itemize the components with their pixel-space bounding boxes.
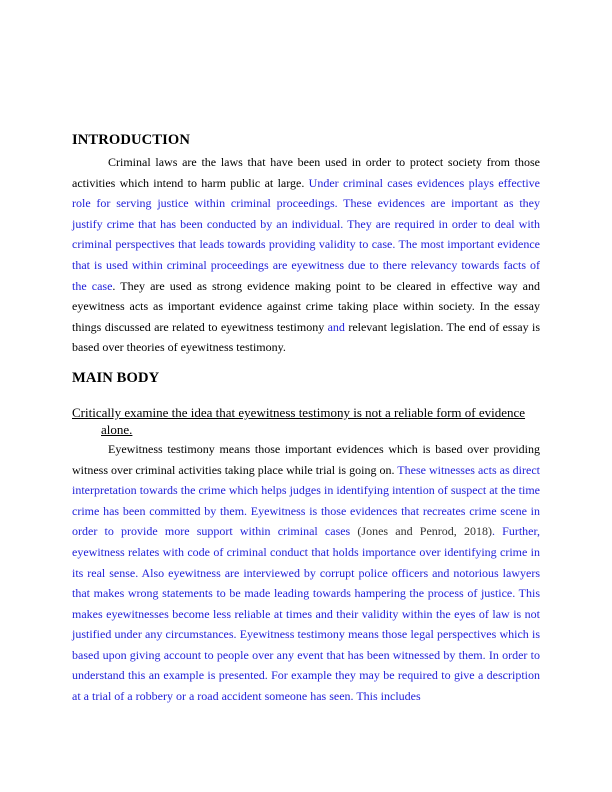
intro-text-segment: . They are used as strong evidence making point to be cleared in effective way and eyewitness acts as important evidence against crime taking place within society. In the essay things discussed are related to eyewitness testimony xyxy=(72,278,541,334)
citation: (Jones and Penrod, 2018) xyxy=(357,524,492,539)
intro-text-segment: Criminal laws are the laws that have been used in order to protect society from those activities which intend to harm public at large. xyxy=(72,155,540,190)
document-page xyxy=(72,128,540,707)
essay-question-subheading: Critically examine the idea that eyewitness testimony is not a reliable form of evidence alone. xyxy=(72,404,526,437)
main-body-heading: MAIN BODY xyxy=(72,369,160,386)
intro-text-segment: relevant legislation. The end of essay is based over theories of eyewitness testimony. xyxy=(72,319,540,355)
intro-text-segment: and xyxy=(327,319,345,334)
main-text-segment: These witnesses acts as direct interpretation towards the crime which helps judges in identifying intention of suspect at the time crime has been committed by them. Eyewitness is those evidences that recreates crime scene in order to provide more support within criminal cases xyxy=(72,462,540,539)
introduction-heading: INTRODUCTION xyxy=(72,132,190,148)
main-body-paragraph xyxy=(72,439,540,707)
intro-text-segment: Under criminal cases evidences plays effective role for serving justice within criminal proceedings. These evidences are important as they justify crime that has been conducted by an individual. They are required in order to deal with criminal perspectives that leads towards providing validity to case. The most important evidence that is used within criminal proceedings are eyewitness due to there relevancy towards facts of the case xyxy=(72,175,540,293)
introduction-paragraph xyxy=(72,152,540,358)
main-text-segment: Eyewitness testimony means those important evidences which is based over providing witness over criminal activities taking place while trial is going on. xyxy=(72,441,540,477)
main-text-segment: . Further, eyewitness relates with code of criminal conduct that holds importance over identifying crime in its real sense. Also eyewitness are interviewed by corrupt police officers and notorious lawyers that makes wrong statements to be made leading towards hampering the process of justice. This makes eyewitnesses become less reliable at times and their validity within the eyes of law is not justified under any circumstances. Eyewitness testimony means those legal perspectives which is based upon giving account to people over any event that has been witnessed by them. In order to understand this an example is presented. For example they may be required to give a description at a trial of a robbery or a road accident someone has seen. This includes xyxy=(72,524,540,704)
